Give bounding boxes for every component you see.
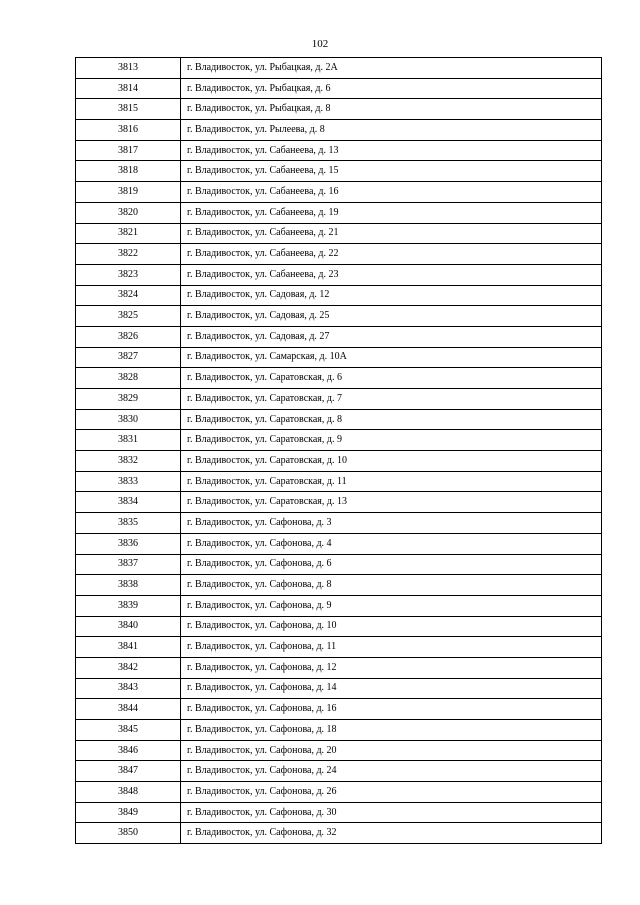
row-number-cell: 3839 [76, 595, 181, 616]
table-row [76, 389, 602, 410]
address-cell: г. Владивосток, ул. Сабанеева, д. 13 [181, 140, 602, 161]
row-number-cell: 3824 [76, 285, 181, 306]
address-cell: г. Владивосток, ул. Рылеева, д. 8 [181, 120, 602, 141]
table-row [76, 368, 602, 389]
address-cell: г. Владивосток, ул. Сафонова, д. 10 [181, 616, 602, 637]
row-number-cell: 3834 [76, 492, 181, 513]
table-row [76, 657, 602, 678]
row-number-cell: 3814 [76, 78, 181, 99]
table-row [76, 409, 602, 430]
table-row [76, 451, 602, 472]
row-number-cell: 3848 [76, 782, 181, 803]
row-number-cell: 3831 [76, 430, 181, 451]
row-number-cell: 3818 [76, 161, 181, 182]
address-cell: г. Владивосток, ул. Сабанеева, д. 22 [181, 244, 602, 265]
row-number-cell: 3842 [76, 657, 181, 678]
row-number-cell: 3840 [76, 616, 181, 637]
table-row [76, 244, 602, 265]
table-row [76, 99, 602, 120]
table-row [76, 533, 602, 554]
address-cell: г. Владивосток, ул. Рыбацкая, д. 6 [181, 78, 602, 99]
table-row [76, 306, 602, 327]
row-number-cell: 3832 [76, 451, 181, 472]
row-number-cell: 3847 [76, 761, 181, 782]
row-number-cell: 3843 [76, 678, 181, 699]
row-number-cell: 3820 [76, 202, 181, 223]
table-row [76, 740, 602, 761]
table-row [76, 471, 602, 492]
table-row [76, 223, 602, 244]
row-number-cell: 3844 [76, 699, 181, 720]
address-cell: г. Владивосток, ул. Саратовская, д. 13 [181, 492, 602, 513]
row-number-cell: 3813 [76, 58, 181, 79]
row-number-cell: 3817 [76, 140, 181, 161]
table-row [76, 802, 602, 823]
address-cell: г. Владивосток, ул. Садовая, д. 12 [181, 285, 602, 306]
address-cell: г. Владивосток, ул. Сафонова, д. 26 [181, 782, 602, 803]
address-table [75, 57, 602, 844]
address-cell: г. Владивосток, ул. Саратовская, д. 6 [181, 368, 602, 389]
table-row [76, 347, 602, 368]
row-number-cell: 3823 [76, 264, 181, 285]
table-row [76, 761, 602, 782]
row-number-cell: 3838 [76, 575, 181, 596]
address-cell: г. Владивосток, ул. Сафонова, д. 20 [181, 740, 602, 761]
address-cell: г. Владивосток, ул. Сафонова, д. 6 [181, 554, 602, 575]
address-cell: г. Владивосток, ул. Сафонова, д. 18 [181, 720, 602, 741]
address-cell: г. Владивосток, ул. Сабанеева, д. 16 [181, 182, 602, 203]
table-row [76, 430, 602, 451]
address-table-body [76, 58, 602, 844]
table-row [76, 616, 602, 637]
address-cell: г. Владивосток, ул. Рыбацкая, д. 2А [181, 58, 602, 79]
address-cell: г. Владивосток, ул. Саратовская, д. 9 [181, 430, 602, 451]
row-number-cell: 3833 [76, 471, 181, 492]
row-number-cell: 3849 [76, 802, 181, 823]
row-number-cell: 3819 [76, 182, 181, 203]
table-row [76, 264, 602, 285]
table-row [76, 720, 602, 741]
row-number-cell: 3825 [76, 306, 181, 327]
table-row [76, 326, 602, 347]
address-cell: г. Владивосток, ул. Сафонова, д. 8 [181, 575, 602, 596]
address-cell: г. Владивосток, ул. Садовая, д. 25 [181, 306, 602, 327]
address-cell: г. Владивосток, ул. Сафонова, д. 32 [181, 823, 602, 844]
address-cell: г. Владивосток, ул. Сафонова, д. 9 [181, 595, 602, 616]
address-cell: г. Владивосток, ул. Сафонова, д. 16 [181, 699, 602, 720]
address-cell: г. Владивосток, ул. Сафонова, д. 14 [181, 678, 602, 699]
table-row [76, 182, 602, 203]
row-number-cell: 3846 [76, 740, 181, 761]
table-row [76, 782, 602, 803]
table-row [76, 699, 602, 720]
table-row [76, 492, 602, 513]
row-number-cell: 3841 [76, 637, 181, 658]
address-cell: г. Владивосток, ул. Сафонова, д. 12 [181, 657, 602, 678]
row-number-cell: 3845 [76, 720, 181, 741]
table-row [76, 120, 602, 141]
table-row [76, 637, 602, 658]
table-row [76, 78, 602, 99]
table-row [76, 140, 602, 161]
page-number: 102 [311, 38, 329, 50]
table-row [76, 202, 602, 223]
row-number-cell: 3835 [76, 513, 181, 534]
table-row [76, 161, 602, 182]
address-cell: г. Владивосток, ул. Самарская, д. 10А [181, 347, 602, 368]
table-row [76, 678, 602, 699]
address-cell: г. Владивосток, ул. Саратовская, д. 8 [181, 409, 602, 430]
address-cell: г. Владивосток, ул. Сабанеева, д. 19 [181, 202, 602, 223]
row-number-cell: 3828 [76, 368, 181, 389]
table-row [76, 554, 602, 575]
address-cell: г. Владивосток, ул. Рыбацкая, д. 8 [181, 99, 602, 120]
row-number-cell: 3822 [76, 244, 181, 265]
address-cell: г. Владивосток, ул. Сафонова, д. 3 [181, 513, 602, 534]
row-number-cell: 3829 [76, 389, 181, 410]
row-number-cell: 3850 [76, 823, 181, 844]
row-number-cell: 3830 [76, 409, 181, 430]
table-row [76, 823, 602, 844]
table-row [76, 285, 602, 306]
table-row [76, 595, 602, 616]
table-row [76, 513, 602, 534]
address-cell: г. Владивосток, ул. Саратовская, д. 11 [181, 471, 602, 492]
address-cell: г. Владивосток, ул. Сафонова, д. 30 [181, 802, 602, 823]
row-number-cell: 3815 [76, 99, 181, 120]
table-row [76, 575, 602, 596]
row-number-cell: 3837 [76, 554, 181, 575]
row-number-cell: 3826 [76, 326, 181, 347]
address-cell: г. Владивосток, ул. Садовая, д. 27 [181, 326, 602, 347]
address-cell: г. Владивосток, ул. Саратовская, д. 7 [181, 389, 602, 410]
address-cell: г. Владивосток, ул. Саратовская, д. 10 [181, 451, 602, 472]
table-row [76, 58, 602, 79]
row-number-cell: 3816 [76, 120, 181, 141]
address-cell: г. Владивосток, ул. Сабанеева, д. 23 [181, 264, 602, 285]
row-number-cell: 3827 [76, 347, 181, 368]
row-number-cell: 3836 [76, 533, 181, 554]
row-number-cell: 3821 [76, 223, 181, 244]
address-cell: г. Владивосток, ул. Сабанеева, д. 15 [181, 161, 602, 182]
address-cell: г. Владивосток, ул. Сафонова, д. 24 [181, 761, 602, 782]
address-cell: г. Владивосток, ул. Сабанеева, д. 21 [181, 223, 602, 244]
address-cell: г. Владивосток, ул. Сафонова, д. 11 [181, 637, 602, 658]
address-cell: г. Владивосток, ул. Сафонова, д. 4 [181, 533, 602, 554]
